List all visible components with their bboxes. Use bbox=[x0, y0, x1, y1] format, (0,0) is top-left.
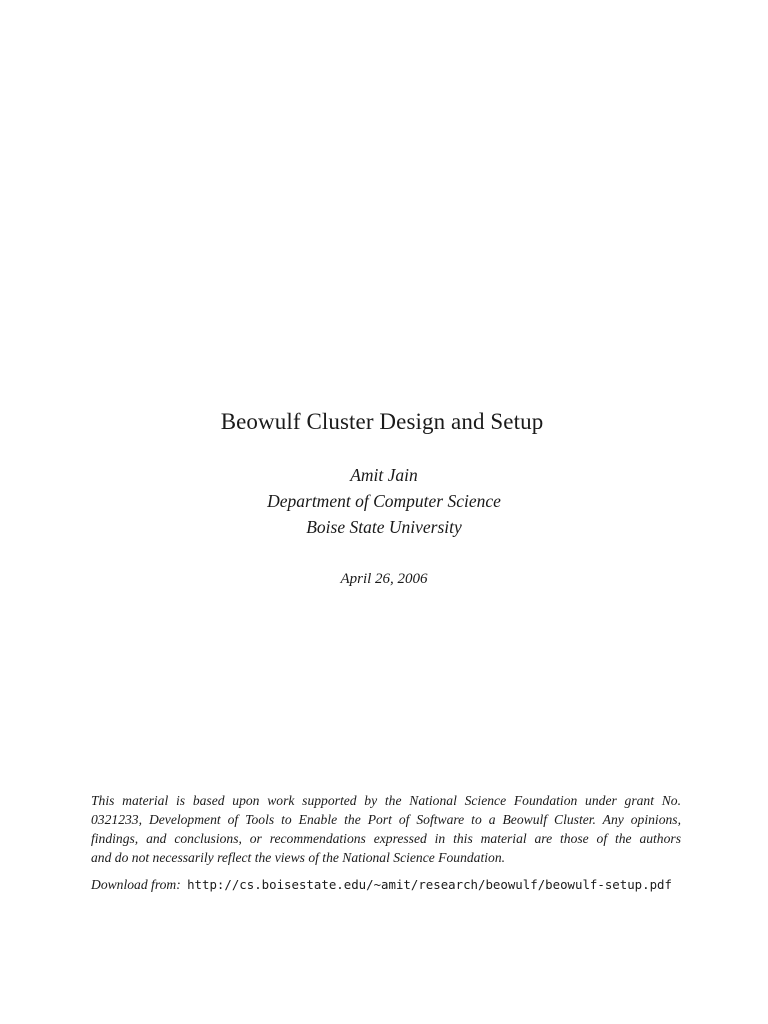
author-name: Amit Jain bbox=[350, 465, 418, 485]
author-block bbox=[0, 462, 768, 540]
document-date: April 26, 2006 bbox=[340, 571, 428, 587]
funding-note bbox=[91, 791, 681, 867]
funding-note-line: findings, and conclusions, or recommendations expressed in this material are those of the authors bbox=[91, 831, 681, 846]
document-title: Beowulf Cluster Design and Setup bbox=[220, 409, 544, 434]
download-label: Download from: bbox=[91, 877, 181, 892]
download-url-link[interactable]: http://cs.boisestate.edu/~amit/research/beowulf/beowulf-setup.pdf bbox=[187, 877, 672, 892]
funding-note-line: This material is based upon work supported by the National Science Foundation under grant No. bbox=[91, 793, 681, 808]
author-institution: Boise State University bbox=[306, 517, 462, 537]
funding-note-line: 0321233, Development of Tools to Enable the Port of Software to a Beowulf Cluster. Any opinions, bbox=[91, 812, 681, 827]
funding-note-line: and do not necessarily reflect the views of the National Science Foundation. bbox=[91, 850, 506, 865]
author-department: Department of Computer Science bbox=[267, 491, 501, 511]
download-line bbox=[91, 875, 731, 895]
